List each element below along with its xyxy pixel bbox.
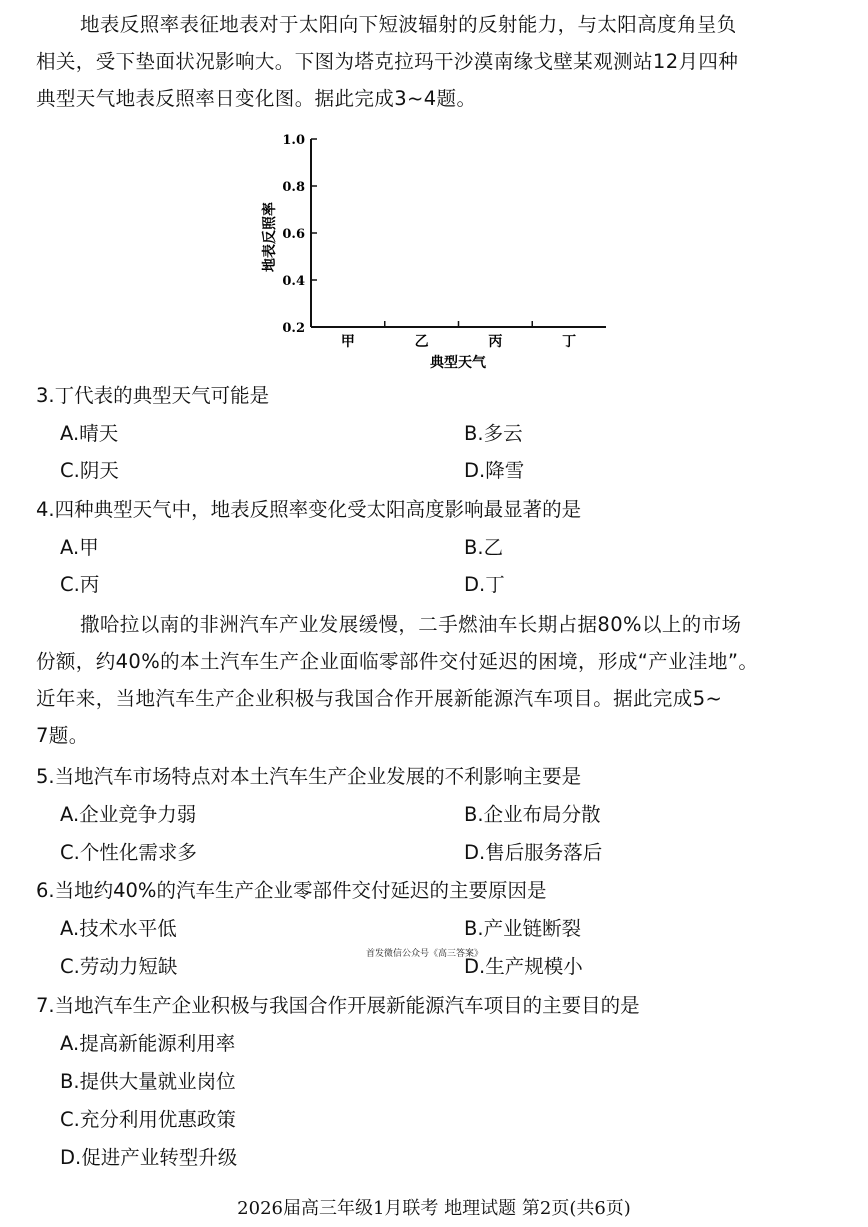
- q7-option-c[interactable]: C.充分利用优惠政策: [60, 1108, 236, 1131]
- question-3-stem: 3.丁代表的典型天气可能是: [36, 384, 270, 407]
- intro1-line1: 地表反照率表征地表对于太阳向下短波辐射的反射能力，与太阳高度角呈负: [80, 13, 737, 36]
- q5-option-b[interactable]: B.企业布局分散: [464, 803, 601, 826]
- albedo-chart: [250, 125, 630, 380]
- question-4-stem: 4.四种典型天气中，地表反照率变化受太阳高度影响最显著的是: [36, 498, 582, 521]
- question-6-stem: 6.当地约40%的汽车生产企业零部件交付延迟的主要原因是: [36, 879, 547, 902]
- intro2-line2: 份额，约40%的本土汽车生产企业面临零部件交付延迟的困境，形成“产业洼地”。: [36, 650, 759, 673]
- q7-option-b[interactable]: B.提供大量就业岗位: [60, 1070, 236, 1093]
- intro2-line3: 近年来，当地汽车生产企业积极与我国合作开展新能源汽车项目。据此完成5~: [36, 687, 723, 710]
- q7-option-d[interactable]: D.促进产业转型升级: [60, 1146, 238, 1169]
- q4-option-a[interactable]: A.甲: [60, 536, 99, 559]
- chart-x-tick-label: 丙: [488, 334, 503, 350]
- chart-x-tick-label: 乙: [414, 334, 429, 350]
- q3-option-d[interactable]: D.降雪: [464, 459, 525, 482]
- q7-option-a[interactable]: A.提高新能源利用率: [60, 1032, 236, 1055]
- chart-ylabel: 地表反照率: [262, 202, 278, 272]
- q4-option-d[interactable]: D.丁: [464, 573, 505, 596]
- q6-option-d[interactable]: D.生产规模小: [464, 955, 583, 978]
- intro2-line4: 7题。: [36, 724, 89, 747]
- chart-y-tick-label: 1.0: [282, 133, 305, 148]
- intro1-line2: 相关，受下垫面状况影响大。下图为塔克拉玛干沙漠南缘戈壁某观测站12月四种: [36, 50, 739, 73]
- chart-y-tick-label: 0.4: [282, 274, 305, 289]
- chart-x-tick-label: 丁: [562, 334, 577, 350]
- question-7-stem: 7.当地汽车生产企业积极与我国合作开展新能源汽车项目的主要目的是: [36, 994, 640, 1017]
- q4-option-c[interactable]: C.丙: [60, 573, 100, 596]
- chart-y-tick-label: 0.8: [282, 180, 305, 195]
- q6-option-c[interactable]: C.劳动力短缺: [60, 955, 178, 978]
- watermark: 首发微信公众号《高三答案》: [366, 949, 484, 959]
- intro2-line1: 撒哈拉以南的非洲汽车产业发展缓慢，二手燃油车长期占据80%以上的市场: [80, 613, 742, 636]
- q4-option-b[interactable]: B.乙: [464, 536, 504, 559]
- q5-option-c[interactable]: C.个性化需求多: [60, 841, 197, 864]
- q3-option-a[interactable]: A.晴天: [60, 422, 119, 445]
- q5-option-d[interactable]: D.售后服务落后: [464, 841, 603, 864]
- question-5-stem: 5.当地汽车市场特点对本土汽车生产企业发展的不利影响主要是: [36, 765, 582, 788]
- chart-axes: [282, 133, 606, 350]
- intro1-line3: 典型天气地表反照率日变化图。据此完成3~4题。: [36, 87, 477, 110]
- q6-option-a[interactable]: A.技术水平低: [60, 917, 177, 940]
- q3-option-c[interactable]: C.阴天: [60, 459, 119, 482]
- q3-option-b[interactable]: B.多云: [464, 422, 523, 445]
- page-footer: 2026届高三年级1月联考 地理试题 第2页(共6页): [237, 1198, 631, 1219]
- intro-paragraph-2: [36, 606, 836, 754]
- intro-paragraph-1: [36, 6, 836, 117]
- chart-xlabel: 典型天气: [430, 355, 486, 371]
- chart-y-tick-label: 0.6: [282, 227, 305, 242]
- chart-x-tick-label: 甲: [340, 334, 355, 350]
- chart-y-tick-label: 0.2: [282, 321, 305, 336]
- q6-option-b[interactable]: B.产业链断裂: [464, 917, 582, 940]
- q5-option-a[interactable]: A.企业竞争力弱: [60, 803, 197, 826]
